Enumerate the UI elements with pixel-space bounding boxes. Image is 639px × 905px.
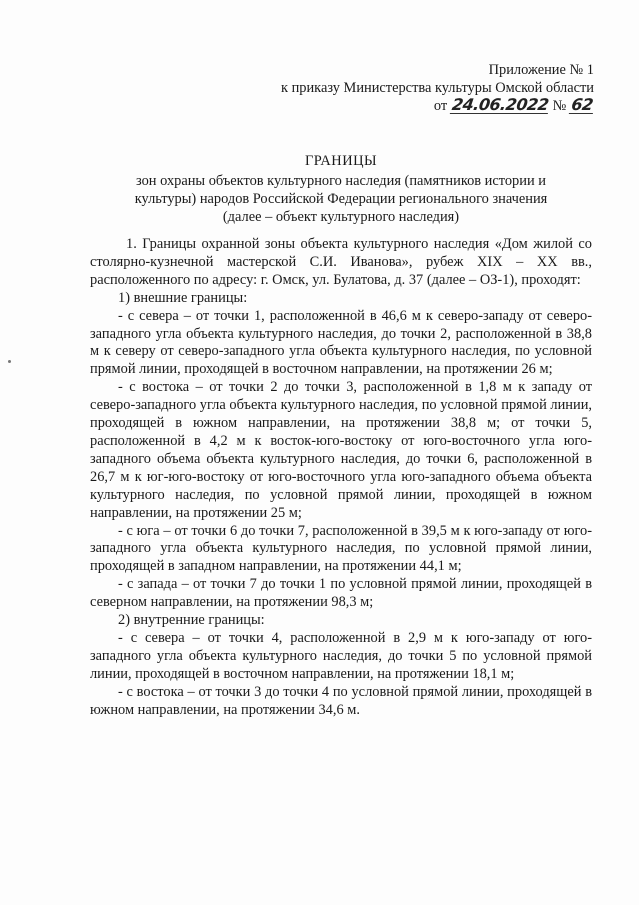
appendix-number: Приложение № 1 bbox=[488, 62, 594, 78]
paragraph-outer-south: - с юга – от точки 6 до точки 7, расположенной в 39,5 м к юго-западу от юго-западного угла объекта культурного наследия, по условной прямой линии, проходящей в западном направлении, на протяжении 44,1 м; bbox=[90, 522, 592, 575]
appendix-order-reference: к приказу Министерства культуры Омской области bbox=[281, 79, 594, 96]
appendix-date-line bbox=[281, 97, 594, 116]
paragraph-outer-east: - с востока – от точки 2 до точки 3, расположенной в 1,8 м к западу от северо-западного угла объекта культурного наследия, по условной прямой линии, проходящей в южном направлении, на протяжении 38,8 м; от точки 5, расположенной в 4,2 м к восток-юго-востоку от юго-восточного угла юго-западного объема объекта культурного наследия, до точки 6, расположенной в 26,7 м к юг-юго-востоку от юго-восточного угла юго-западного объема объекта культурного наследия, по условной прямой линии, проходящей в южном направлении, на протяжении 25 м; bbox=[90, 379, 592, 521]
appendix-header bbox=[281, 62, 594, 116]
paragraph-outer-west: - с запада – от точки 7 до точки 1 по условной прямой линии, проходящей в северном направлении, на протяжении 98,3 м; bbox=[90, 576, 592, 611]
from-label: от bbox=[433, 98, 448, 114]
paragraph-intro: 1. Границы охранной зоны объекта культурного наследия «Дом жилой со столярно-кузнечной мастерской С.И. Иванова», рубеж XIX – XX вв., расположенного по адресу: г. Омск, ул. Булатова, д. 37 (далее – ОЗ-1), проходят: bbox=[90, 236, 592, 288]
number-label: № bbox=[552, 98, 567, 114]
scan-speck bbox=[8, 360, 11, 363]
title-line-1: зон охраны объектов культурного наследия (памятников истории и bbox=[136, 173, 546, 189]
title-line-3: (далее – объект культурного наследия) bbox=[222, 209, 460, 225]
paragraph-inner-borders-heading: 2) внутренние границы: bbox=[118, 612, 265, 629]
document-title bbox=[90, 152, 592, 226]
handwritten-number: 62 bbox=[570, 95, 595, 114]
document-body bbox=[90, 236, 592, 719]
handwritten-date: 24.06.2022 bbox=[450, 95, 550, 114]
paragraph-outer-north: - с севера – от точки 1, расположенной в 46,6 м к северо-западу от северо-западного угла объекта культурного наследия, до точки 2, расположенной в 38,8 м к северу от северо-западного угла объекта культурного наследия, по условной прямой линии, проходящей в восточном направлении, на протяжении 26 м; bbox=[90, 307, 592, 378]
paragraph-inner-north: - с севера – от точки 4, расположенной в 2,9 м к юго-западу от юго-западного угла объекта культурного наследия, до точки 5 по условной прямой линии, проходящей в восточном направлении, на протяжении 18,1 м; bbox=[90, 629, 592, 682]
paragraph-outer-borders-heading: 1) внешние границы: bbox=[118, 289, 248, 306]
paragraph-inner-east: - с востока – от точки 3 до точки 4 по условной прямой линии, проходящей в южном направлении, на протяжении 34,6 м. bbox=[90, 683, 592, 718]
title-heading: ГРАНИЦЫ bbox=[304, 153, 378, 169]
title-line-2: культуры) народов Российской Федерации регионального значения bbox=[134, 191, 548, 207]
